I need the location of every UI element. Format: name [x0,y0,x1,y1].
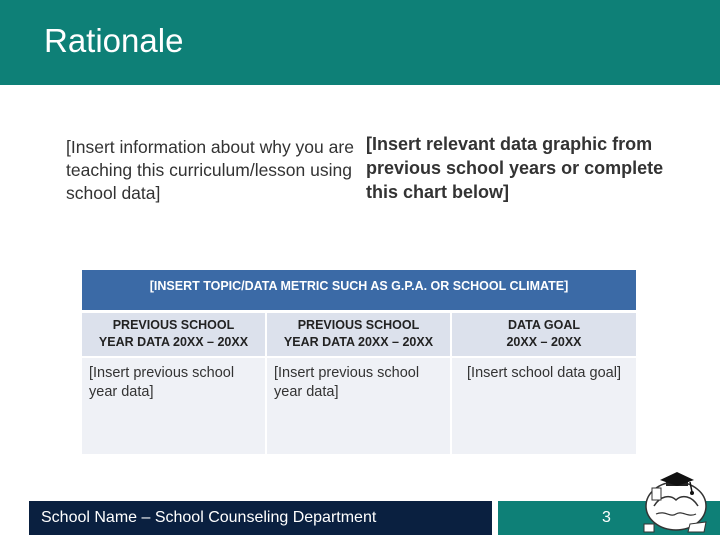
data-graphic-instructions: [Insert relevant data graphic from previous school years or complete this chart below] [366,134,664,202]
footer-text: School Name – School Counseling Department [41,509,377,526]
column-header-line: PREVIOUS SCHOOL [297,318,420,332]
column-header-data-goal [452,313,636,358]
table-cell: [Insert previous school year data] [267,358,452,456]
table-header-row [82,313,636,358]
column-header-line: 20XX – 20XX [506,335,582,349]
column-header-line: YEAR DATA 20XX – 20XX [98,335,249,349]
footer-bar [29,501,492,535]
table-cell: [Insert previous school year data] [82,358,267,456]
column-header-line: YEAR DATA 20XX – 20XX [283,335,434,349]
column-header-previous-year-1 [82,313,267,358]
school-logo-icon [640,466,712,536]
table-cell: [Insert school data goal] [452,358,636,456]
data-table [82,270,636,456]
column-header-line: PREVIOUS SCHOOL [112,318,235,332]
column-header-previous-year-2 [267,313,452,358]
column-header-line: DATA GOAL [508,318,580,332]
title-bar [0,0,720,85]
page-number: 3 [602,509,611,526]
table-title: [INSERT TOPIC/DATA METRIC SUCH AS G.P.A. OR SCHOOL CLIMATE] [82,270,636,313]
rationale-text: [Insert information about why you are teaching this curriculum/lesson using school data] [66,137,354,203]
slide-title: Rationale [44,22,184,59]
table-row [82,358,636,456]
